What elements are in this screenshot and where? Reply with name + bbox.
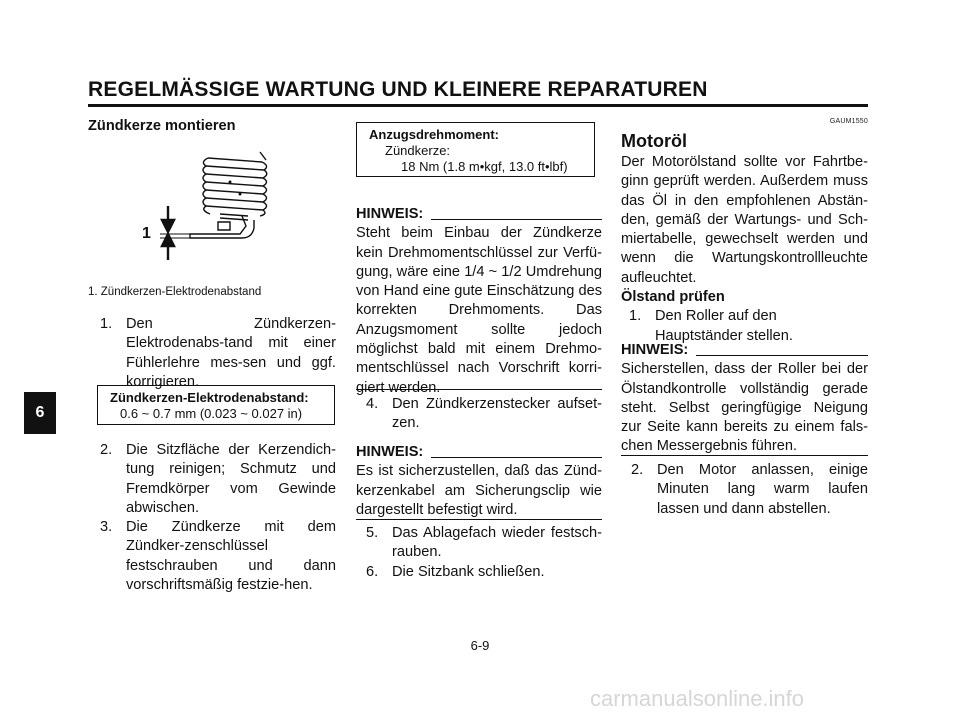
item-number: 6.	[366, 563, 379, 580]
note-end-rule	[356, 519, 602, 520]
item-number: 4.	[366, 396, 379, 412]
col2-note1	[356, 205, 602, 398]
note-end-rule	[621, 455, 868, 456]
header-rule	[88, 104, 868, 107]
gap-spec-box	[97, 385, 335, 425]
note-rule	[696, 355, 868, 356]
item-text: Das Ablagefach wieder festsch-rauben.	[392, 525, 602, 561]
spark-plug-thread	[203, 152, 267, 216]
torque-spec-line1: Zündkerze:	[385, 143, 451, 158]
item-number: 2.	[100, 442, 113, 458]
gap-spec-title: Zündkerzen-Elektrodenabstand:	[110, 390, 309, 405]
item-number: 1.	[629, 308, 642, 325]
figure-label-1: 1	[142, 225, 151, 242]
torque-spec-title: Anzugsdrehmoment:	[369, 127, 499, 142]
subheading-oil-check: Ölstand prüfen	[621, 289, 725, 306]
note-rule	[431, 219, 602, 220]
header-title: REGELMÄSSIGE WARTUNG UND KLEINERE REPARATUREN	[88, 78, 708, 101]
item-text: Den Motor anlassen, einige Minuten lang warm laufen lassen und dann abstellen.	[657, 462, 868, 517]
col3-body	[621, 153, 868, 346]
col1-heading	[88, 117, 336, 136]
intro-paragraph: Der Motorölstand sollte vor Fahrtbe-ginn geprüft werden. Außerdem muss das Öl in den empfohlenen Abstän-den, gemäß der Wartungs- und Sch-miertabelle, gewechselt werden und wenn die Wartungskontrollleuchte aufleuchtet.	[621, 154, 868, 286]
item-text: Die Zündkerze mit dem Zündker-zenschlüssel festschrauben und dann vorschriftsmäßig festzie-hen.	[126, 519, 336, 594]
col2-item4	[356, 395, 602, 434]
watermark: carmanualsonline.info	[590, 686, 805, 711]
page-header	[88, 78, 868, 102]
col3-note	[621, 341, 868, 457]
item-text: Den Zündkerzenstecker aufset-zen.	[392, 396, 602, 432]
section-heading-motor-oil: Motoröl	[621, 131, 687, 151]
spark-plug-figure	[130, 148, 280, 270]
note-label: HINWEIS:	[356, 444, 424, 460]
item-text: Den Roller auf den Hauptständer stellen.	[655, 308, 793, 344]
note-rule	[431, 457, 602, 458]
item-text: Den Zündkerzen-Elektrodenabs-tand mit einer Fühlerlehre mes-sen und ggf. korrigieren.	[126, 316, 336, 390]
note-label: HINWEIS:	[356, 206, 424, 222]
figure-caption: 1. Zündkerzen-Elektrodenabstand	[88, 286, 262, 298]
note-label: HINWEIS:	[621, 342, 689, 358]
page-number: 6-9	[470, 638, 490, 653]
item-number: 3.	[100, 519, 113, 536]
note-text: Es ist sicherzustellen, daß das Zünd-kerzenkabel am Sicherungsclip wie dargestellt befestigt wird.	[356, 463, 602, 518]
torque-spec-box	[356, 122, 595, 177]
item-number: 1.	[100, 316, 113, 332]
col1-item1	[88, 315, 336, 392]
gap-spec-value: 0.6 ~ 0.7 mm (0.023 ~ 0.027 in)	[120, 406, 303, 421]
section-heading-spark-plug: Zündkerze montieren	[88, 118, 236, 134]
torque-spec-line2: 18 Nm (1.8 m•kgf, 13.0 ft•lbf)	[401, 159, 568, 174]
chapter-tab: 6	[24, 392, 56, 434]
col3-item2	[621, 461, 868, 519]
section-code: GAUM1550	[829, 118, 868, 125]
col2-items-5-6	[356, 524, 602, 582]
note-text: Sicherstellen, dass der Roller bei der Ölstandkontrolle vollständig gerade steht. Selbst geringfügige Neigung zur Seite kann bereits zu einem fals-chen Messergebnis führen.	[621, 361, 868, 455]
col2-note2	[356, 443, 602, 520]
item-text: Die Sitzbank schließen.	[392, 563, 545, 580]
gap-arrows	[162, 206, 174, 260]
col1-items-2-3	[88, 441, 336, 595]
note-text: Steht beim Einbau der Zündkerze kein Drehmomentschlüssel zur Verfü-gung, wäre eine 1/4 ~ 1/2 Umdrehung von Hand eine gute Einschätzung des korrekten Drehmoments. Das Anzugsmoment sollte jedoch möglichst bald mit einem Drehmo-mentschlüssel nach Vorschrift korri-giert werden.	[356, 225, 602, 396]
note-end-rule	[356, 389, 602, 390]
item-number: 5.	[366, 525, 379, 541]
spark-plug-electrode	[190, 214, 254, 238]
item-text: Die Sitzfläche der Kerzendich-tung reinigen; Schmutz und Fremdkörper vom Gewinde abwischen.	[126, 442, 336, 516]
item-number: 2.	[631, 462, 644, 478]
